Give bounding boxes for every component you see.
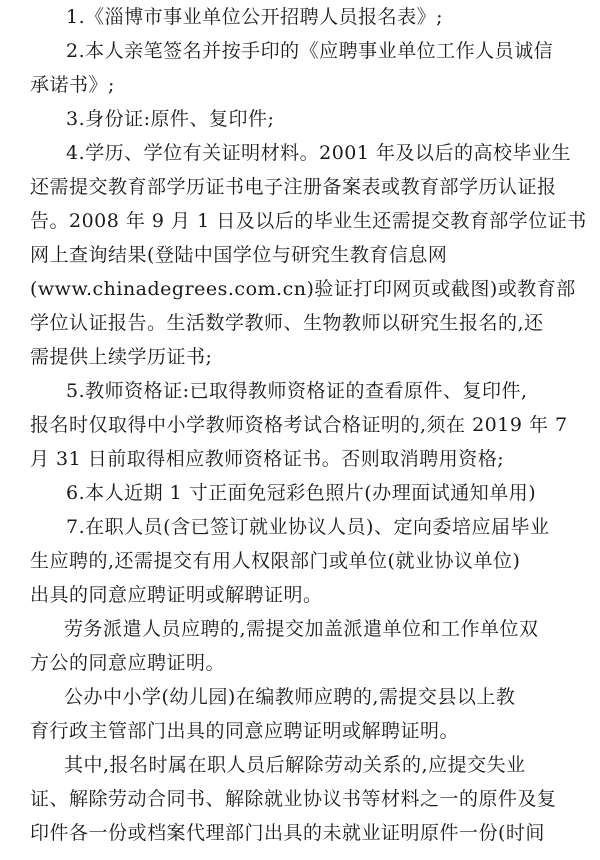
text-line-2: 2.本人亲笔签名并按手印的《应聘事业单位工作人员诚信 — [66, 40, 554, 62]
text-line-13: 报名时仅取得中小学教师资格考试合格证明的,须在 2019 年 7 — [30, 414, 568, 436]
text-line-17: 生应聘的,还需提交有用人权限部门或单位(就业协议单位) — [30, 550, 521, 572]
text-line-22: 育行政主管部门出具的同意应聘证明或解聘证明。 — [30, 720, 460, 742]
text-line-16: 7.在职人员(含已签订就业协议人员)、定向委培应届毕业 — [66, 516, 550, 538]
text-line-6: 还需提交教育部学历证书电子注册备案表或教育部学历认证报 — [30, 176, 557, 198]
text-line-25: 印件各一份或档案代理部门出具的未就业证明原件一份(时间 — [30, 822, 545, 844]
text-line-10: 学位认证报告。生活数学教师、生物教师以研究生报名的,还 — [30, 312, 544, 334]
text-line-12: 5.教师资格证:已取得教师资格证的查看原件、复印件, — [66, 380, 528, 402]
text-line-15: 6.本人近期 1 寸正面免冠彩色照片(办理面试通知单用) — [66, 482, 537, 504]
text-line-5: 4.学历、学位有关证明材料。2001 年及以后的高校毕业生 — [66, 142, 572, 164]
text-line-18: 出具的同意应聘证明或解聘证明。 — [30, 584, 323, 606]
text-line-3: 承诺书》; — [30, 74, 115, 96]
text-line-19: 劳务派遣人员应聘的,需提交加盖派遣单位和工作单位双 — [64, 618, 539, 640]
text-line-7: 告。2008 年 9 月 1 日及以后的毕业生还需提交教育部学位证书 — [30, 210, 587, 232]
text-line-9: (www.chinadegrees.com.cn)验证打印网页或截图)或教育部 — [30, 278, 576, 300]
text-line-14: 月 31 日前取得相应教师资格证书。否则取消聘用资格; — [30, 448, 505, 470]
text-line-11: 需提供上续学历证书; — [30, 346, 213, 368]
text-line-24: 证、解除劳动合同书、解除就业协议书等材料之一的原件及复 — [30, 788, 557, 810]
text-line-1: 1.《淄博市事业单位公开招聘人员报名表》; — [66, 6, 444, 28]
text-line-23: 其中,报名时属在职人员后解除劳动关系的,应提交失业 — [64, 754, 526, 776]
text-line-8: 网上查询结果(登陆中国学位与研究生教育信息网 — [30, 244, 448, 266]
text-line-21: 公办中小学(幼儿园)在编教师应聘的,需提交县以上教 — [64, 686, 516, 708]
text-line-20: 方公的同意应聘证明。 — [30, 652, 226, 674]
text-line-4: 3.身份证:原件、复印件; — [66, 108, 275, 130]
